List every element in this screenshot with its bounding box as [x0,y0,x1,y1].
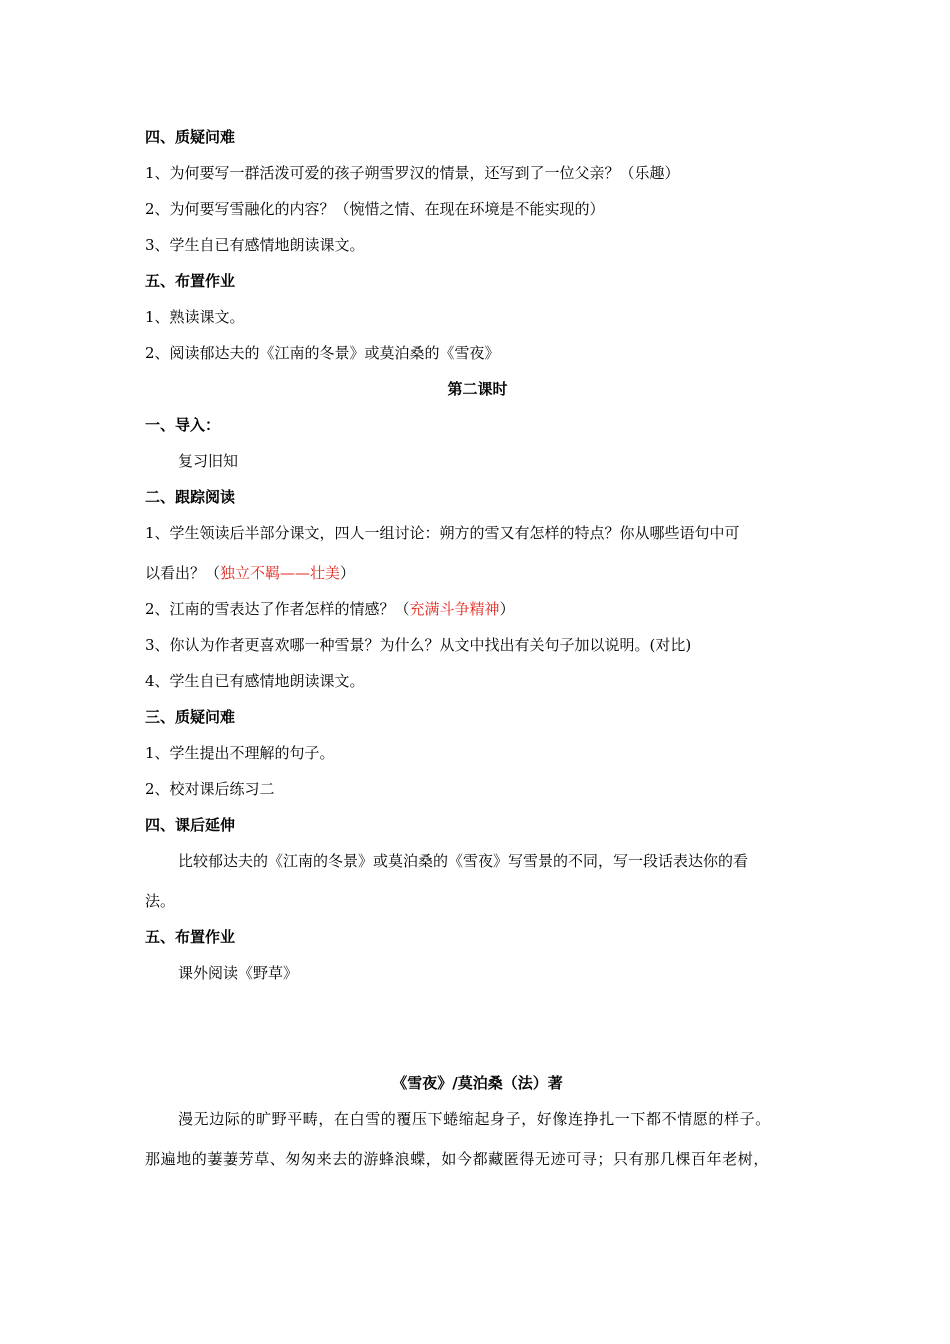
list-item: 3、你认为作者更喜欢哪一种雪景？为什么？从文中找出有关句子加以说明。(对比) [145,636,692,654]
paragraph: 复习旧知 [178,452,239,470]
list-item [145,599,810,619]
paragraph: 课外阅读《野草》 [178,964,299,982]
list-item: 1、学生提出不理解的句子。 [145,744,335,762]
list-item-continuation [145,563,810,583]
paragraph-continuation: 法。 [145,892,176,910]
answer-text: 充满斗争精神 [409,600,500,618]
section-heading: 五、布置作业 [145,928,236,946]
text-prefix: 2、江南的雪表达了作者怎样的情感？（ [145,600,410,618]
answer-text: 独立不羁——壮美 [220,564,341,582]
section-heading: 三、质疑问难 [145,708,236,726]
section-heading: 四、课后延伸 [145,816,236,834]
section-heading: 五、布置作业 [145,272,236,290]
paragraph-continuation: 那遍地的萋萋芳草、匆匆来去的游蜂浪蝶，如今都藏匿得无迹可寻；只有那几棵百年老树， [145,1150,770,1168]
text-suffix: ） [340,564,356,582]
list-item: 1、为何要写一群活泼可爱的孩子朔雪罗汉的情景，还写到了一位父亲？（乐趣） [145,164,680,182]
section-heading: 一、导入： [145,416,221,434]
lesson-title: 第二课时 [447,380,508,398]
list-item: 2、为何要写雪融化的内容？（惋惜之情、在现在环境是不能实现的） [145,200,605,218]
paragraph: 漫无边际的旷野平畴，在白雪的覆压下蜷缩起身子，好像连挣扎一下都不情愿的样子。 [178,1110,771,1128]
list-item: 2、阅读郁达夫的《江南的冬景》或莫泊桑的《雪夜》 [145,344,500,362]
section-heading: 二、跟踪阅读 [145,488,236,506]
list-item: 4、学生自已有感情地朗读课文。 [145,672,365,690]
list-item: 1、熟读课文。 [145,308,245,326]
list-item: 3、学生自已有感情地朗读课文。 [145,236,365,254]
list-item: 2、校对课后练习二 [145,780,275,798]
text-prefix: 以看出？（ [145,564,221,582]
paragraph: 比较郁达夫的《江南的冬景》或莫泊桑的《雪夜》写雪景的不同，写一段话表达你的看 [178,852,749,870]
reading-title: 《雪夜》/莫泊桑（法）著 [392,1074,563,1092]
section-heading: 四、质疑问难 [145,128,236,146]
text-suffix: ） [499,600,515,618]
list-item: 1、学生领读后半部分课文，四人一组讨论：朔方的雪又有怎样的特点？你从哪些语句中可 [145,524,740,542]
